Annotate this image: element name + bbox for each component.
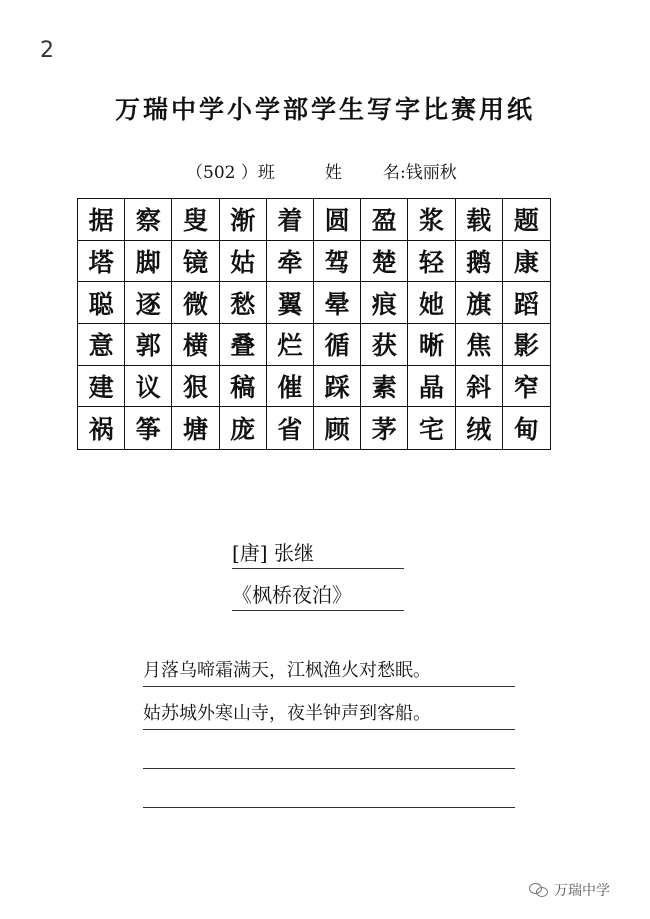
grid-character: 愁 (220, 282, 267, 324)
grid-character: 催 (267, 366, 314, 408)
grid-character: 省 (267, 407, 314, 449)
grid-character: 晶 (408, 366, 455, 408)
grid-character: 姑 (220, 241, 267, 283)
grid-character: 循 (314, 324, 361, 366)
grid-character: 康 (503, 241, 550, 283)
poem-line-4 (143, 777, 515, 808)
grid-character: 载 (456, 199, 503, 241)
grid-character: 祸 (78, 407, 125, 449)
grid-character: 蹈 (503, 282, 550, 324)
grid-character: 据 (78, 199, 125, 241)
page-title: 万瑞中学小学部学生写字比赛用纸 (114, 95, 535, 124)
grid-character: 获 (361, 324, 408, 366)
grid-character: 斜 (456, 366, 503, 408)
grid-character: 影 (503, 324, 550, 366)
grid-character: 顾 (314, 407, 361, 449)
grid-character: 塔 (78, 241, 125, 283)
grid-character: 浆 (408, 199, 455, 241)
grid-character: 晕 (314, 282, 361, 324)
character-grid (77, 198, 551, 450)
grid-character: 筝 (125, 407, 172, 449)
grid-character: 甸 (513, 415, 539, 445)
grid-character: 驾 (314, 241, 361, 283)
grid-character: 渐 (220, 199, 267, 241)
poem-author: [唐] 张继 (232, 537, 404, 569)
poem-line-1: 月落乌啼霜满天，江枫渔火对愁眠。 (143, 656, 515, 687)
grid-character: 郭 (125, 324, 172, 366)
surname-label: 姓 (325, 163, 342, 183)
grid-character: 烂 (267, 324, 314, 366)
grid-character: 宅 (408, 407, 455, 449)
poem-line-2: 姑苏城外寒山寺，夜半钟声到客船。 (143, 699, 515, 730)
grid-character: 题 (503, 199, 550, 241)
grid-character: 茅 (361, 407, 408, 449)
grid-character: 楚 (361, 241, 408, 283)
grid-character: 微 (172, 282, 219, 324)
grid-character: 镜 (172, 241, 219, 283)
grid-character: 她 (408, 282, 455, 324)
grid-character: 聪 (78, 282, 125, 324)
footer-watermark (529, 880, 610, 900)
grid-character: 逐 (125, 282, 172, 324)
grid-character: 狠 (172, 366, 219, 408)
grid-character: 叟 (172, 199, 219, 241)
footer-account-name: 万瑞中学 (554, 883, 610, 899)
grid-character: 着 (267, 199, 314, 241)
grid-character: 踩 (314, 366, 361, 408)
page-number-mark: 2 (40, 38, 54, 63)
grid-character: 塘 (172, 407, 219, 449)
grid-character: 轻 (408, 241, 455, 283)
grid-character: 议 (125, 366, 172, 408)
grid-character: 稿 (220, 366, 267, 408)
name-field: 名:钱丽秋 (383, 163, 457, 183)
grid-character: 晰 (408, 324, 455, 366)
grid-character: 意 (78, 324, 125, 366)
grid-character: 叠 (220, 324, 267, 366)
poem-title: 《枫桥夜泊》 (232, 579, 404, 611)
class-field: （502 ）班 (186, 163, 275, 183)
grid-character: 横 (172, 324, 219, 366)
grid-character: 牵 (267, 241, 314, 283)
wechat-icon (529, 883, 549, 897)
grid-character: 痕 (361, 282, 408, 324)
grid-character: 建 (78, 366, 125, 408)
grid-character: 脚 (125, 241, 172, 283)
grid-character: 鹅 (456, 241, 503, 283)
grid-character: 庞 (220, 407, 267, 449)
grid-character: 盈 (361, 199, 408, 241)
grid-character: 察 (125, 199, 172, 241)
grid-character: 焦 (456, 324, 503, 366)
poem-line-3 (143, 738, 515, 769)
grid-character: 窄 (503, 366, 550, 408)
grid-character: 圆 (314, 199, 361, 241)
grid-character: 旗 (456, 282, 503, 324)
grid-character: 绒 (456, 407, 503, 449)
grid-character: 翼 (267, 282, 314, 324)
grid-character: 素 (361, 366, 408, 408)
